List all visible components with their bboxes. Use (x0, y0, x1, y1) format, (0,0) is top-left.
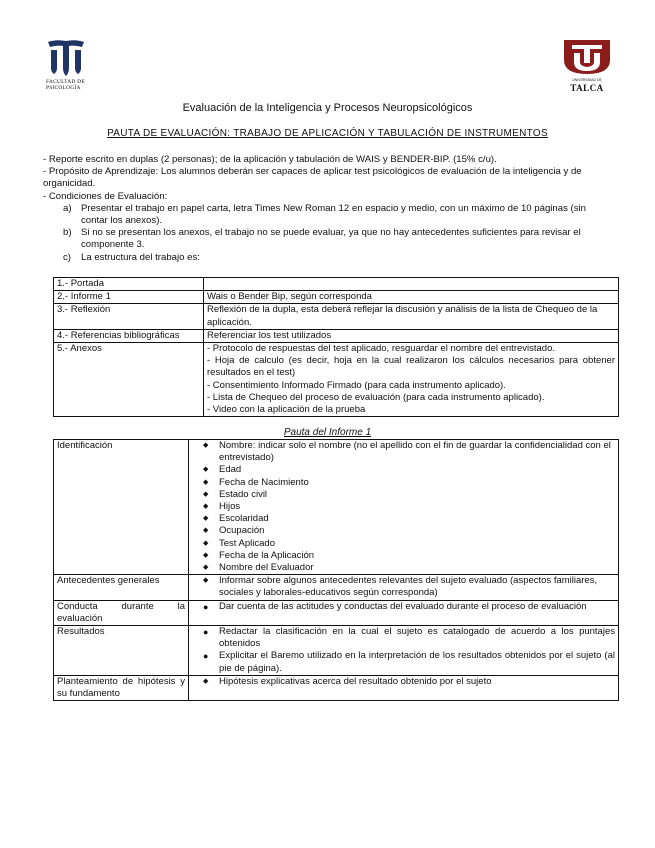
table-row (54, 575, 619, 600)
list-item-text: Fecha de Nacimiento (219, 476, 309, 488)
condition-marker: b) (63, 227, 72, 239)
list-item-text: Test Aplicado (219, 537, 275, 549)
table-row (54, 343, 619, 417)
informe-section-name: Resultados (54, 626, 189, 676)
list-item (203, 440, 615, 464)
list-item (203, 601, 615, 613)
structure-section-name: 3.- Reflexión (54, 304, 204, 329)
list-item-text: Nombre del Evaluador (219, 562, 314, 574)
university-caption: UNIVERSIDAD DE (572, 78, 602, 82)
intro-line: - Condiciones de Evaluación: (43, 190, 168, 202)
list-item (203, 626, 615, 650)
condition-text: Si no se presentan los anexos, el trabajo no se puede evaluar, ya que no hay antecedentes suficientes para revisar el componente 3. (81, 227, 581, 251)
informe-section-items (189, 575, 619, 600)
university-shield-icon (564, 40, 610, 74)
list-item (203, 538, 615, 550)
list-item (203, 477, 615, 489)
list-item-text: Redactar la clasificación en la cual el sujeto es catalogado de acuerdo a los puntajes obtenidos (219, 626, 615, 650)
list-item-text: Fecha de la Aplicación (219, 549, 315, 561)
list-item-text: Escolaridad (219, 513, 269, 525)
page-subtitle: PAUTA DE EVALUACIÓN: TRABAJO DE APLICACIÓN Y TABULACIÓN DE INSTRUMENTOS (107, 128, 548, 139)
annex-item: - Video con la aplicación de la prueba (207, 404, 366, 416)
list-item-text: Ocupación (219, 525, 265, 537)
structure-section-name: 5.- Anexos (54, 343, 204, 417)
bullet-diamond-icon: ◆ (203, 677, 209, 685)
bullet-list (203, 575, 615, 599)
list-item (203, 550, 615, 562)
bullet-diamond-icon: ◆ (203, 490, 209, 498)
list-item-text: Estado civil (219, 488, 268, 500)
list-item-text: Informar sobre algunos antecedentes relevantes del sujeto evaluado (aspectos familiares, sociales y laborales-educativos según corresponda) (219, 575, 598, 599)
informe-section-items (189, 626, 619, 676)
bullet-diamond-icon: ◆ (203, 442, 209, 449)
table-row (54, 278, 619, 291)
list-item (203, 489, 615, 501)
bullet-diamond-icon: ◆ (203, 577, 209, 585)
informe-section-name: Identificación (54, 440, 189, 575)
table-row (54, 440, 619, 575)
annex-item: - Hoja de calculo (es decir, hoja en la cual realizaron los cálculos necesarios para obtener resultados en el test) (207, 355, 615, 379)
bullet-diamond-icon: ◆ (203, 539, 209, 547)
intro-line: - Propósito de Aprendizaje: Los alumnos deberán ser capaces de aplicar test psicológicos de evaluación de la inteligencia y de organicidad. (43, 166, 582, 190)
annex-item: - Lista de Chequeo del proceso de evaluación (para cada instrumento aplicado). (207, 391, 545, 403)
list-item-text: Dar cuenta de las actitudes y conductas del evaluado durante el proceso de evaluación (219, 600, 587, 612)
table-row (54, 291, 619, 304)
list-item (203, 525, 615, 537)
bullet-diamond-icon: ◆ (203, 466, 209, 474)
list-item (203, 464, 615, 476)
informe-section-name: Conducta durante la evaluación (54, 600, 189, 625)
condition-item (43, 203, 615, 227)
bullet-diamond-icon: ◆ (203, 564, 209, 572)
list-item-text: Edad (219, 464, 242, 476)
structure-section-name: 4.- Referencias bibliográficas (54, 329, 204, 342)
informe-caption: Pauta del Informe 1 (283, 427, 372, 438)
condition-item (43, 227, 615, 251)
list-item-text: Hijos (219, 501, 241, 513)
list-item (203, 575, 615, 599)
structure-section-desc (204, 343, 619, 417)
condition-item (43, 252, 615, 264)
condition-text: Presentar el trabajo en papel carta, letra Times New Roman 12 en espacio y medio, con un máximo de 10 páginas (sin contar los anexos). (81, 202, 587, 227)
structure-section-desc: Reflexión de la dupla, esta deberá reflejar la discusión y análisis de la lista de Chequeo de la aplicación. (204, 304, 619, 329)
list-item (203, 676, 615, 688)
bullet-diamond-icon: ◆ (203, 503, 209, 511)
structure-section-name: 1.- Portada (54, 278, 204, 291)
faculty-logo (46, 38, 90, 91)
table-row (54, 600, 619, 625)
psychology-faculty-emblem-icon (46, 38, 86, 78)
informe-section-name: Antecedentes generales (54, 575, 189, 600)
list-item-text: Hipótesis explicativas acerca del resultado obtenido por el sujeto (219, 675, 492, 687)
informe-section-items (189, 675, 619, 700)
bullet-diamond-icon: ◆ (203, 527, 209, 535)
bullet-dot-icon: ● (203, 601, 209, 612)
conditions-list (43, 203, 615, 264)
university-name: TALCA (570, 83, 604, 93)
informe-section-items (189, 600, 619, 625)
list-item (203, 562, 615, 574)
university-logo (562, 40, 612, 93)
structure-table (53, 277, 619, 417)
structure-section-name: 2.- Informe 1 (54, 291, 204, 304)
annex-item: - Consentimiento Informado Firmado (para cada instrumento aplicado). (207, 379, 506, 391)
bullet-list (203, 676, 615, 688)
bullet-diamond-icon: ◆ (203, 551, 209, 559)
bullet-list (203, 601, 615, 613)
intro-line: - Reporte escrito en duplas (2 personas); de la aplicación y tabulación de WAIS y BENDER-BIP. (15% c/u). (43, 154, 497, 165)
table-row (54, 675, 619, 700)
structure-section-desc: Referenciar los test utilizados (204, 329, 619, 342)
bullet-dot-icon: ● (203, 651, 209, 662)
bullet-list (203, 626, 615, 675)
logo-caption-line: FACULTAD DE (46, 79, 85, 85)
list-item (203, 650, 615, 674)
bullet-diamond-icon: ◆ (203, 515, 209, 523)
list-item-text: Nombre: indicar solo el nombre (no el apellido con el fin de guardar la confidencialidad con el entrevistado) (219, 440, 611, 464)
structure-section-desc (204, 278, 619, 291)
table-row (54, 304, 619, 329)
condition-marker: a) (63, 202, 72, 214)
bullet-dot-icon: ● (203, 627, 209, 638)
informe-section-items (189, 440, 619, 575)
bullet-list (203, 440, 615, 574)
bullet-diamond-icon: ◆ (203, 478, 209, 486)
condition-marker: c) (63, 251, 71, 263)
intro-section (43, 154, 615, 264)
table-row (54, 626, 619, 676)
list-item-text: Explicitar el Baremo utilizado en la interpretación de los resultados obtenidos por el sujeto (al pie de página). (219, 650, 615, 674)
logo-caption-line: PSICOLOGÍA (46, 85, 81, 91)
annex-item: - Protocolo de respuestas del test aplicado, resguardar el nombre del entrevistado. (207, 343, 556, 355)
list-item (203, 513, 615, 525)
informe-table (53, 439, 619, 701)
condition-text: La estructura del trabajo es: (81, 251, 200, 263)
table-row (54, 329, 619, 342)
informe-section-name: Planteamiento de hipótesis y su fundamento (54, 675, 189, 700)
structure-section-desc: Wais o Bender Bip, según corresponda (204, 291, 619, 304)
list-item (203, 501, 615, 513)
page-title: Evaluación de la Inteligencia y Procesos Neuropsicológicos (182, 102, 473, 114)
